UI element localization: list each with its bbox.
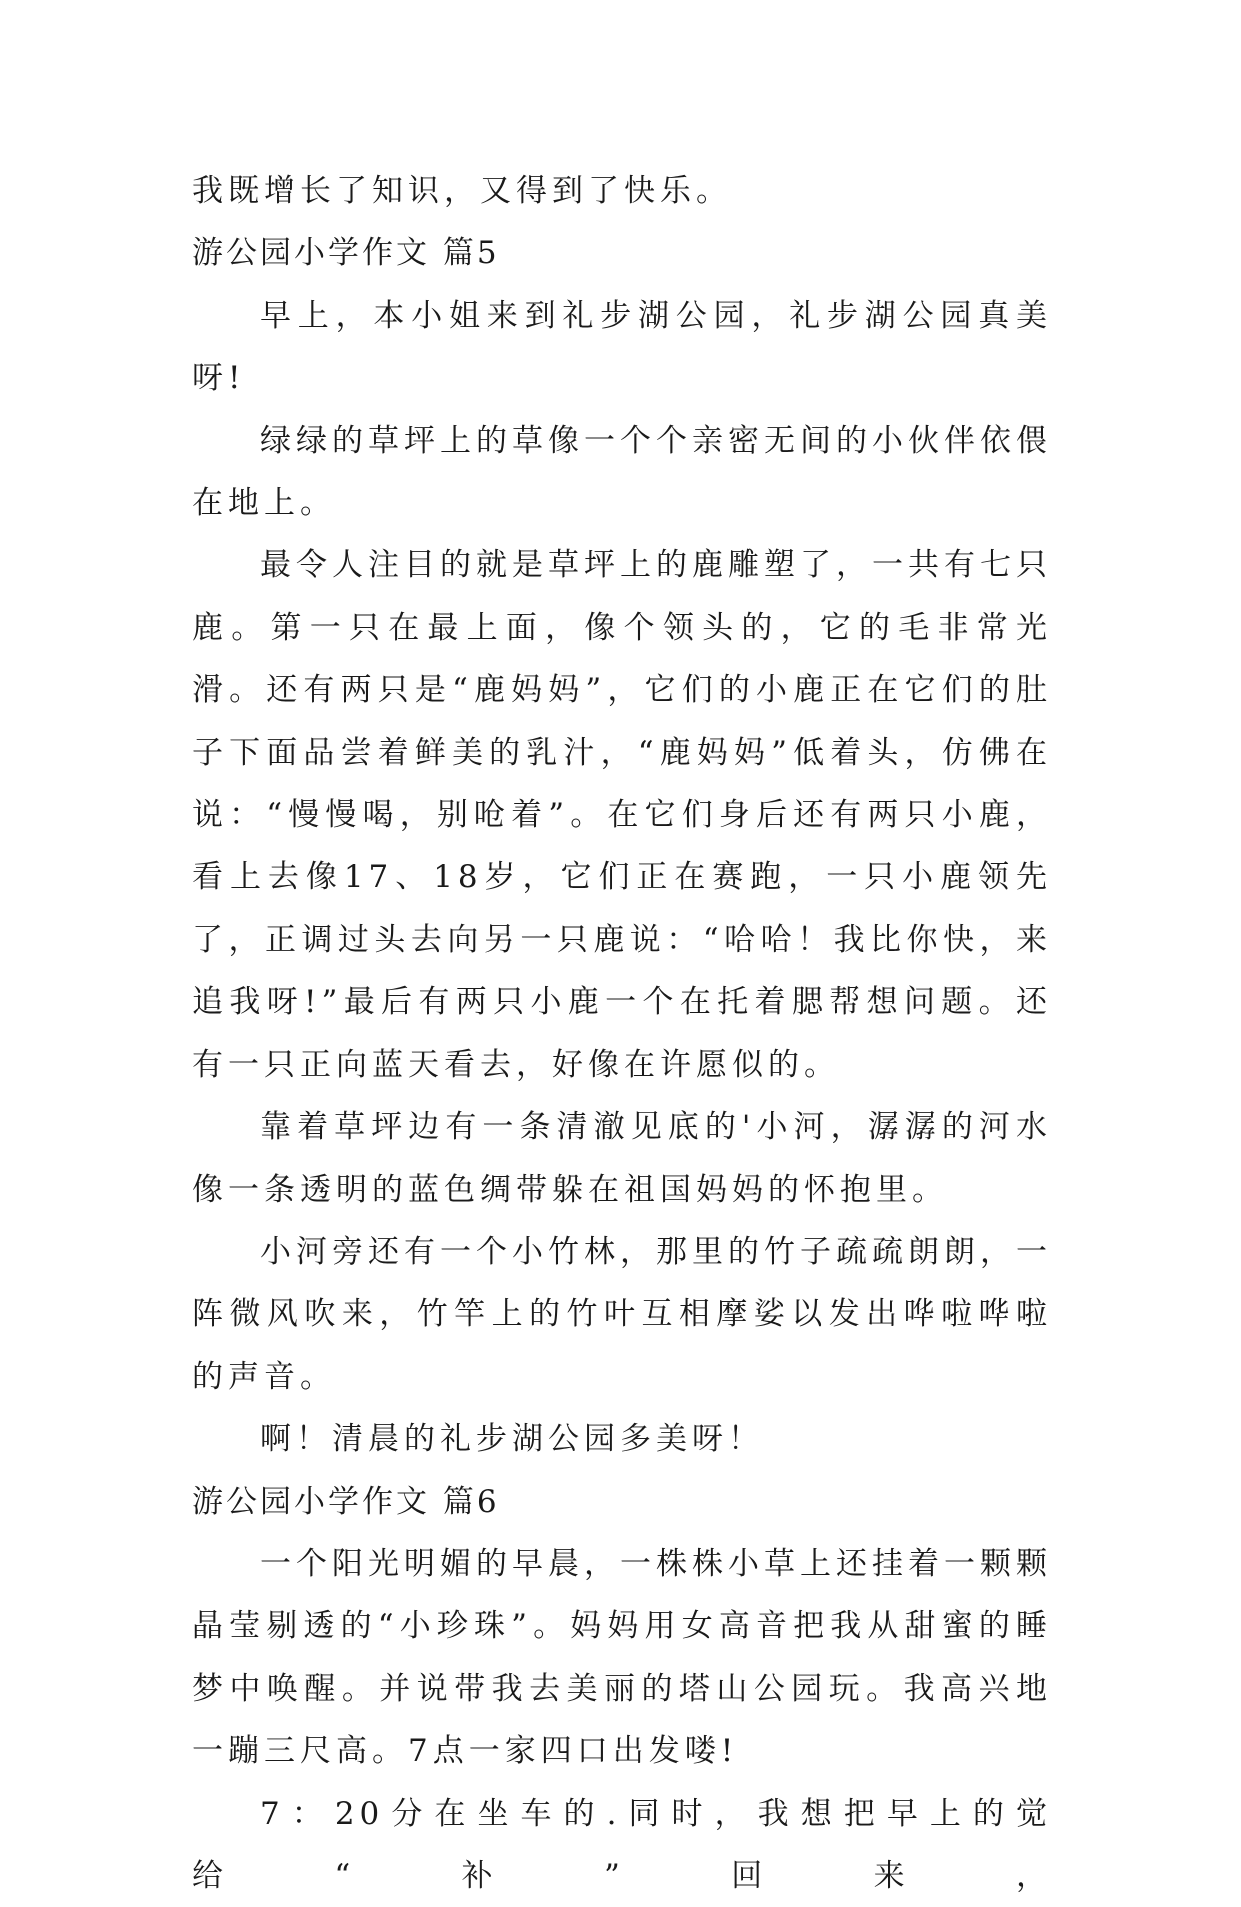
section-heading-5: 游公园小学作文 篇5 bbox=[192, 235, 500, 272]
paragraph-bamboo-grove: 小河旁还有一个小竹林，那里的竹子疏疏朗朗，一阵微风吹来，竹竿上的竹叶互相摩娑以发出哗啦哗啦的声音。 bbox=[192, 1233, 1052, 1395]
paragraph-bus-ride: 7：20分在坐车的.同时，我想把早上的觉给“补”回来， bbox=[192, 1795, 1052, 1894]
paragraph-exclamation: 啊！清晨的礼步湖公园多美呀！ bbox=[260, 1421, 764, 1458]
paragraph-lawn: 绿绿的草坪上的草像一个个亲密无间的小伙伴依偎在地上。 bbox=[192, 422, 1052, 522]
paragraph-deer-sculptures: 最令人注目的就是草坪上的鹿雕塑了，一共有七只鹿。第一只在最上面，像个领头的，它的毛非常光滑。还有两只是“鹿妈妈”，它们的小鹿正在它们的肚子下面品尝着鲜美的乳汁，“鹿妈妈”低着头，仿佛在说：“慢慢喝，别呛着”。在它们身后还有两只小鹿，看上去像17、18岁，它们正在赛跑，一只小鹿领先了，正调过头去向另一只鹿说：“哈哈！我比你快，来追我呀!”最后有两只小鹿一个在托着腮帮想问题。还有一只正向蓝天看去，好像在许愿似的。 bbox=[192, 547, 1052, 1083]
document-page bbox=[192, 160, 1052, 1907]
paragraph-river: 靠着草坪边有一条清澈见底的'小河，潺潺的河水像一条透明的蓝色绸带躲在祖国妈妈的怀抱里。 bbox=[192, 1109, 1052, 1208]
paragraph-sunny-morning: 一个阳光明媚的早晨，一株株小草上还挂着一颗颗晶莹剔透的“小珍珠”。妈妈用女高音把我从甜蜜的睡梦中唤醒。并说带我去美丽的塔山公园玩。我高兴地一蹦三尺高。7点一家四口出发喽! bbox=[192, 1545, 1052, 1770]
paragraph-morning-arrival: 早上，本小姐来到礼步湖公园，礼步湖公园真美呀! bbox=[192, 297, 1052, 397]
paragraph-closing-line: 我既增长了知识，又得到了快乐。 bbox=[192, 173, 732, 209]
section-heading-6: 游公园小学作文 篇6 bbox=[192, 1483, 500, 1520]
